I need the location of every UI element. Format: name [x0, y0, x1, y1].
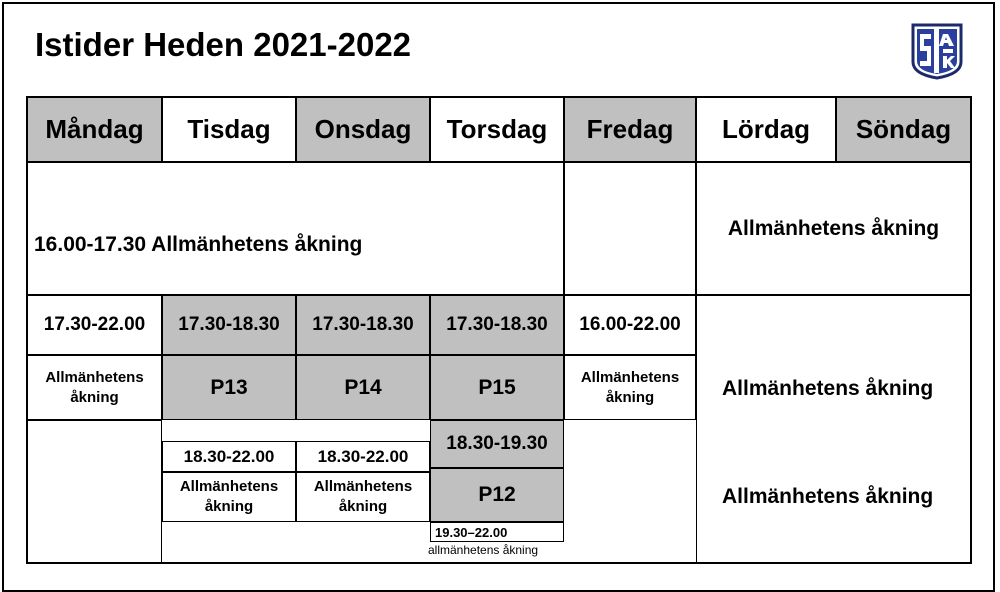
wednesday-public-skating: Allmänhetens åkning — [296, 472, 430, 522]
thursday-late-public-skating: allmänhetens åkning — [428, 543, 539, 557]
day-header-thursday: Torsdag — [430, 97, 564, 162]
saik-shield-logo-icon — [910, 22, 964, 80]
wednesday-time-1: 17.30-18.30 — [296, 295, 430, 355]
monday-public-skating: Allmänhetens åkning — [27, 355, 162, 420]
day-header-saturday: Lördag — [696, 97, 836, 162]
tuesday-time-2: 18.30-22.00 — [162, 441, 296, 472]
thursday-time-2: 18.30-19.30 — [430, 420, 564, 468]
friday-time: 16.00-22.00 — [564, 295, 696, 355]
wednesday-group-code: P14 — [296, 355, 430, 420]
thursday-time-3: 19.30–22.00 — [435, 524, 508, 540]
weekend-public-skating-low: Allmänhetens åkning — [722, 485, 934, 508]
tuesday-time-1: 17.30-18.30 — [162, 295, 296, 355]
weekend-lower-cell — [696, 295, 971, 563]
day-header-tuesday: Tisdag — [162, 97, 296, 162]
weekday-public-skating-cell — [27, 162, 564, 295]
day-header-friday: Fredag — [564, 97, 696, 162]
weekend-public-skating-mid: Allmänhetens åkning — [722, 377, 934, 400]
friday-empty-cell — [564, 162, 696, 295]
weekday-public-skating-text: 16.00-17.30 Allmänhetens åkning — [34, 232, 363, 256]
thursday-group-code-1: P15 — [430, 355, 564, 420]
page-title: Istider Heden 2021-2022 — [35, 26, 412, 63]
day-header-sunday: Söndag — [836, 97, 971, 162]
monday-time: 17.30-22.00 — [27, 295, 162, 355]
day-header-monday: Måndag — [27, 97, 162, 162]
thursday-time-1: 17.30-18.30 — [430, 295, 564, 355]
friday-public-skating: Allmänhetens åkning — [564, 355, 696, 420]
thursday-late-slot — [430, 522, 564, 542]
tuesday-group-code: P13 — [162, 355, 296, 420]
thursday-group-code-2: P12 — [430, 468, 564, 522]
tuesday-public-skating: Allmänhetens åkning — [162, 472, 296, 522]
wednesday-time-2: 18.30-22.00 — [296, 441, 430, 472]
weekend-public-skating-cell: Allmänhetens åkning — [696, 162, 971, 295]
monday-empty-cell — [27, 420, 162, 563]
day-header-wednesday: Onsdag — [296, 97, 430, 162]
